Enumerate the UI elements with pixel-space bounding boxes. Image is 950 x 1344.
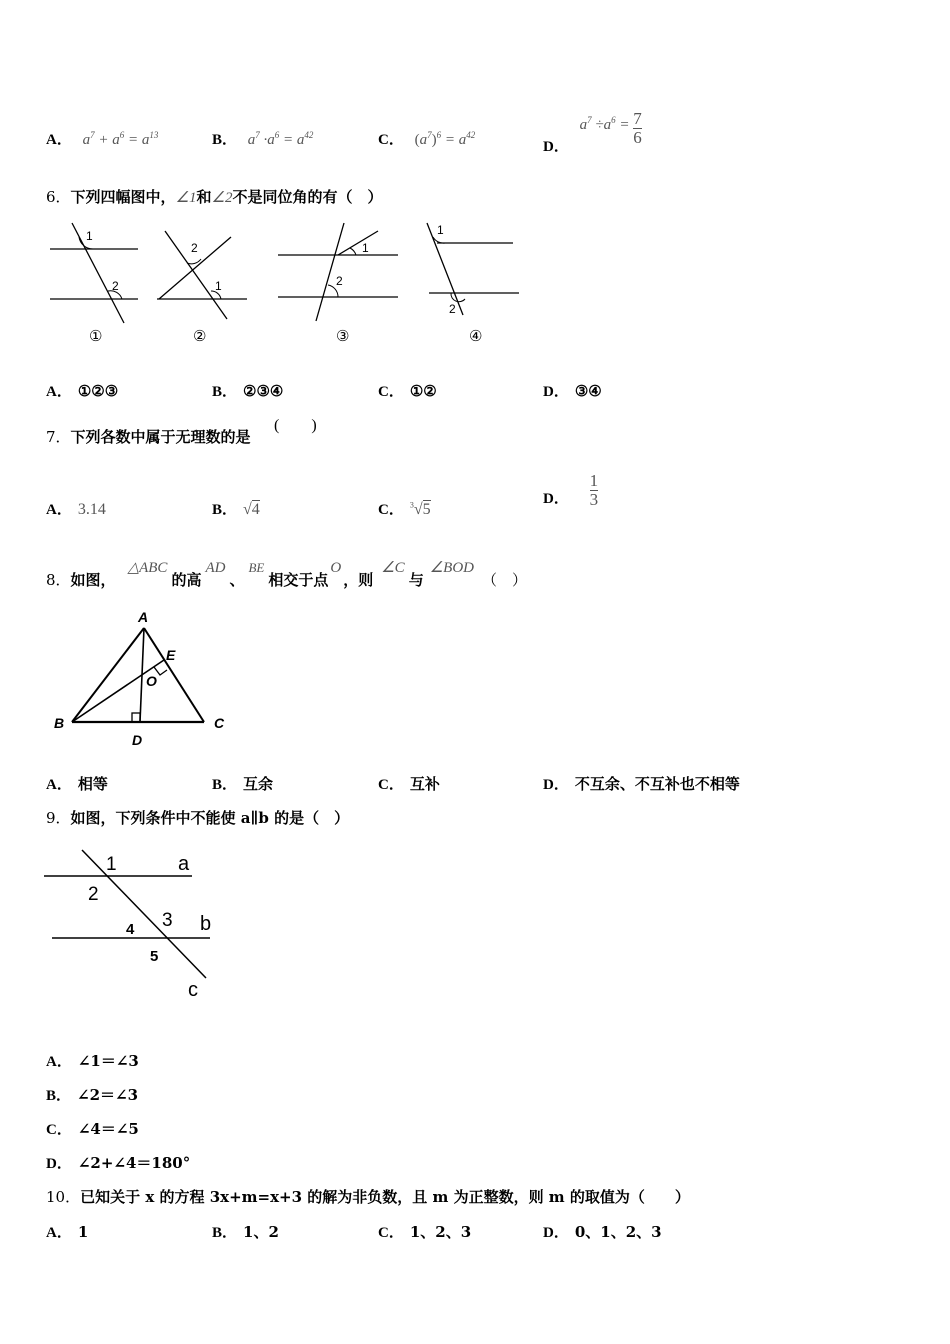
q8-stem: 8．如图，△ABC的高AD、BE相交于点O，则∠C与∠BOD（ ） [46, 560, 527, 589]
q6-option-a[interactable]: A． ①②③ [46, 382, 119, 400]
angle-label: 2 [191, 241, 198, 255]
q7-option-a[interactable]: A． 3.14 [46, 501, 106, 518]
q5-option-a[interactable] [46, 128, 158, 149]
angle-label: 1 [362, 241, 369, 255]
q6-figure-3 [276, 215, 406, 350]
q5-option-c[interactable] [378, 128, 475, 149]
option-label: C． [378, 132, 404, 148]
q8-option-b[interactable]: B． 互余 [212, 775, 274, 793]
q7-option-d[interactable]: D． $\frac{1}{3}$ [543, 471, 599, 509]
q8-option-a[interactable]: A． 相等 [46, 775, 108, 793]
option-label: D． [543, 138, 569, 155]
q9-parallel-lines-figure [44, 846, 224, 1002]
q7-answer-paren: ( ) [274, 417, 317, 434]
q9-option-c[interactable]: C． ∠4＝∠5 [46, 1120, 139, 1138]
angle-label-5: 5 [150, 948, 159, 965]
fraction: $\frac{7}{6}$ [633, 109, 642, 147]
angle-label-3: 3 [162, 910, 173, 931]
figure-caption: ② [193, 328, 207, 345]
angle-label: 2 [336, 274, 343, 288]
angle-label: 2 [449, 302, 456, 316]
q6-option-d[interactable]: D． ③④ [543, 382, 602, 400]
q9-option-d[interactable]: D． ∠2+∠4＝180° [46, 1154, 191, 1172]
q5-option-d[interactable] [543, 104, 642, 155]
option-label: A． [46, 132, 72, 148]
angle-label-4: 4 [126, 921, 135, 938]
q7-option-c[interactable]: C． $^3$√5 [378, 500, 431, 518]
q6-figure-1 [46, 215, 146, 350]
line-label-c: c [188, 979, 198, 1001]
angle-label: 1 [215, 279, 222, 293]
q8-option-d[interactable]: D． 不互余、不互补也不相等 [543, 775, 740, 793]
figure-caption: ④ [469, 328, 483, 345]
expression: $(a^7)^6 = a^{42}$ [414, 130, 476, 148]
expression: $a^7 \div a^6$ = [579, 114, 634, 133]
fraction: $\frac{1}{3}$ [589, 471, 599, 509]
angle-label: 1 [437, 223, 444, 237]
figure-caption: ③ [336, 328, 350, 345]
q6-figure-4 [425, 215, 525, 350]
line-label-a: a [178, 853, 190, 875]
q10-option-b[interactable]: B． 1、2 [212, 1223, 279, 1241]
q10-option-d[interactable]: D． 0、1、2、3 [543, 1223, 662, 1241]
line-label-b: b [200, 913, 212, 935]
q9-stem: 9．如图，下列条件中不能使 a∥b 的是（ ） [46, 809, 350, 827]
expression: $a^7 + a^6 = a^{13}$ [82, 130, 159, 148]
q9-option-a[interactable]: A． ∠1＝∠3 [46, 1052, 139, 1070]
q10-option-a[interactable]: A． 1 [46, 1223, 89, 1241]
q8-triangle-figure [48, 606, 248, 752]
point-label-o: O [146, 673, 157, 689]
angle-label-2: 2 [88, 884, 99, 905]
figure-caption: ① [89, 328, 103, 345]
expression: $a^7 \cdot a^6 = a^{42}$ [247, 130, 314, 148]
vertex-label-b: B [54, 715, 65, 731]
q10-stem: 10．已知关于 x 的方程 3x+m=x+3 的解为非负数，且 m 为正整数，则 m 的取值为（ ） [46, 1188, 690, 1206]
q7-stem: 7．下列各数中属于无理数的是 [46, 428, 251, 446]
vertex-label-a: A [138, 609, 149, 625]
q5-option-b[interactable] [212, 128, 313, 149]
q6-option-b[interactable]: B． ②③④ [212, 382, 284, 400]
q6-figure-2 [155, 215, 255, 350]
q7-option-b[interactable]: B． √4 [212, 501, 260, 518]
q9-option-b[interactable]: B． ∠2＝∠3 [46, 1086, 139, 1104]
q10-option-c[interactable]: C． 1、2、3 [378, 1223, 472, 1241]
option-label: B． [212, 132, 238, 148]
q6-stem: 6．下列四幅图中，∠1和∠2不是同位角的有（ ） [46, 188, 383, 206]
angle-label-1: 1 [106, 854, 117, 875]
angle-label: 1 [86, 229, 93, 243]
q8-option-c[interactable]: C． 互补 [378, 775, 440, 793]
q6-option-c[interactable]: C． ①② [378, 382, 437, 400]
vertex-label-d: D [132, 732, 143, 748]
vertex-label-e: E [166, 647, 176, 663]
angle-label: 2 [112, 279, 119, 293]
vertex-label-c: C [214, 715, 225, 731]
